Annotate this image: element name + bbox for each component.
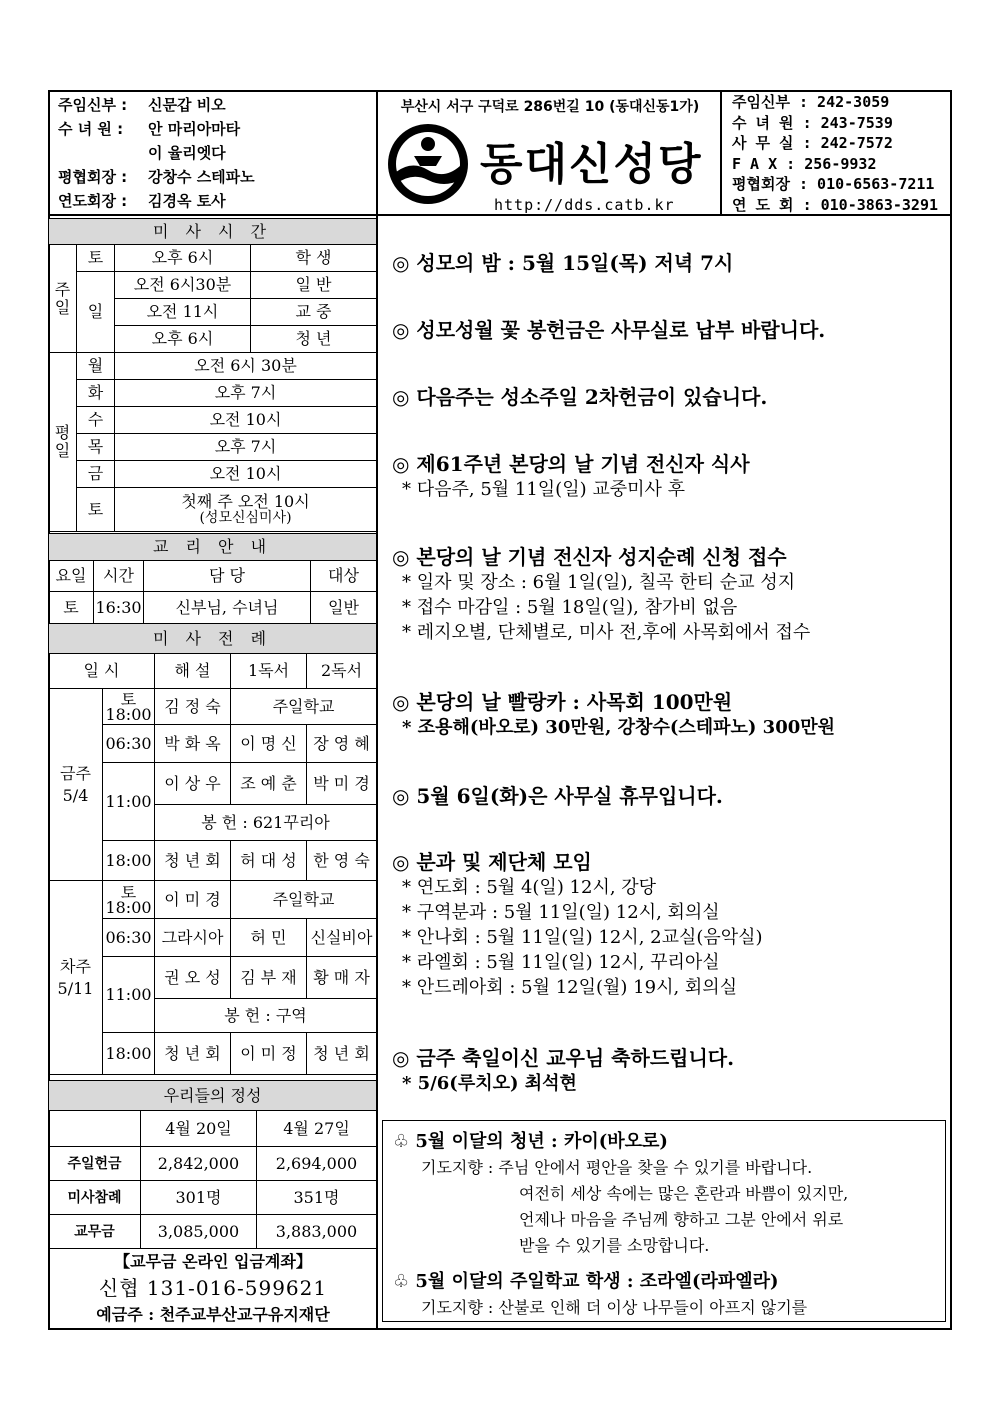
liturgy-commentator: 그라시아 [155,919,231,957]
catechism-header: 대상 [311,561,377,592]
liturgy-time [103,881,155,919]
mass-day: 금 [77,461,115,488]
week-date: 5/4 [62,785,89,805]
announcement-detail: * 구역분과 : 5월 11일(일) 12시, 회의실 [402,902,720,923]
liturgy-title: 미 사 전 례 [49,624,377,654]
announcement [392,849,763,1000]
liturgy-commentator: 청 년 회 [155,1033,231,1075]
liturgy-reader: 조 예 춘 [231,763,307,805]
announcement [392,384,767,410]
catechism-header: 시간 [94,561,144,592]
mass-time: 오전 11시 [115,299,251,326]
clergy-label: 주임신부 : [58,96,128,114]
liturgy-time: 18:00 [103,841,155,881]
mass-day: 토 [77,488,115,532]
clergy-value: 강창수 스테파노 [148,168,255,186]
liturgy-commentator: 이 미 경 [155,881,231,919]
announcement-title: ◎ 성모성월 꽃 봉헌금은 사무실로 납부 바랍니다. [392,318,826,342]
announcement-detail: * 안나회 : 5월 11일(일) 12시, 2교실(음악실) [402,927,763,948]
mass-time: 오후 6시 [115,245,251,272]
announcement-title: ◎ 다음주는 성소주일 2차헌금이 있습니다. [392,385,768,409]
liturgy-commentator: 박 화 옥 [155,725,231,763]
clergy-row [58,189,255,213]
liturgy-header: 해 설 [155,654,231,689]
clergy-value: 김경옥 토사 [148,192,226,210]
offerings-date: 4월 27일 [257,1111,377,1147]
liturgy-offering: 봉 헌 : 621꾸리아 [155,805,377,841]
youth-prayer: 받을 수 있기를 소망합니다. [519,1236,710,1255]
week-name: 금주 [60,763,91,783]
announcement-detail: * 조용해(바오로) 30만원, 강창수(스테파노) 300만원 [402,717,836,738]
contact-row: 연 도 회 : 010-3863-3291 [732,195,939,214]
student-prayer: 기도지향 : 산불로 인해 더 이상 나무들이 아프지 않기를 [421,1298,808,1317]
announcement [392,451,750,502]
clergy-label: 연도회장 : [58,192,128,210]
announcement-detail: * 연도회 : 5월 4(일) 12시, 강당 [402,877,657,898]
liturgy-reader: 박 미 경 [307,763,377,805]
catechism-title: 교 리 안 내 [49,534,377,561]
offerings-value: 2,694,000 [257,1147,377,1181]
catechism-cell: 토 [49,592,94,624]
liturgy-time: 11:00 [103,763,155,841]
mass-day: 목 [77,434,115,461]
announcement-title: ◎ 성모의 밤 : 5월 15일(목) 저녁 7시 [392,251,734,275]
mass-time: 오전 6시30분 [115,272,251,299]
announcement-detail: * 5/6(루치오) 최석현 [402,1073,577,1094]
liturgy-header: 1독서 [231,654,307,689]
announcement-title: ◎ 본당의 날 빨랑카 : 사목회 100만원 [392,690,733,714]
liturgy-day: 토 [120,882,137,902]
offerings-label: 주일헌금 [49,1147,141,1181]
liturgy-time: 06:30 [103,919,155,957]
contact-row: 수 녀 원 : 243-7539 [732,113,893,132]
header-divider-2 [720,90,722,215]
offerings-label: 교무금 [49,1215,141,1249]
announcement [392,1045,734,1096]
clergy-value: 이 율리엣다 [148,144,226,162]
clergy-info [58,93,255,213]
church-name: 동대신성당 [480,139,703,190]
mass-time: 오전 10시 [115,407,377,434]
liturgy-reader: 청 년 회 [307,1033,377,1075]
liturgy-reader: 이 명 신 [231,725,307,763]
account-number: 신협 131-016-599621 [98,1276,328,1300]
clergy-label: 평협회장 : [58,168,128,186]
announcement-detail: * 라엘회 : 5월 11일(일) 12시, 꾸리아실 [402,952,720,973]
offerings-header-blank [49,1111,141,1147]
offerings-title: 우리들의 정성 [49,1081,377,1111]
clergy-row [58,165,255,189]
catechism-cell: 신부님, 수녀님 [144,592,311,624]
mass-target: 일 반 [251,272,377,299]
offerings-value: 3,883,000 [257,1215,377,1249]
liturgy-time: 11:00 [103,957,155,1033]
clergy-value: 안 마리아마타 [148,120,241,138]
announcement [392,250,733,276]
liturgy-reader: 김 부 재 [231,957,307,999]
liturgy-commentator: 이 상 우 [155,763,231,805]
account-holder: 예금주 : 천주교부산교구유지재단 [96,1305,330,1324]
liturgy-commentator: 김 정 숙 [155,689,231,725]
liturgy-time [103,689,155,725]
liturgy-reader: 장 영 혜 [307,725,377,763]
announcement [392,317,825,343]
announcement-title: ◎ 5월 6일(화)은 사무실 휴무입니다. [392,784,723,808]
liturgy-reader: 황 매 자 [307,957,377,999]
mass-time: 오후 7시 [115,380,377,407]
liturgy-time: 06:30 [103,725,155,763]
liturgy-commentator: 권 오 성 [155,957,231,999]
announcement-detail: * 일자 및 장소 : 6월 1일(일), 칠곡 한티 순교 성지 [402,572,796,593]
offerings-value: 351명 [257,1181,377,1215]
week-date: 5/11 [57,978,94,998]
contact-row: 주임신부 : 242-3059 [732,93,890,111]
announcement-detail: * 접수 마감일 : 5월 18일(일), 참가비 없음 [402,597,738,618]
liturgy-reader: 주일학교 [231,689,377,725]
mass-day: 일 [77,272,115,353]
offerings-table [48,1080,377,1249]
mass-day: 화 [77,380,115,407]
contact-row: F A X : 256-9932 [732,154,877,173]
mass-times-table [48,218,377,532]
monthly-box [382,1120,946,1322]
announcement [392,544,810,645]
mass-times-title: 미 사 시 간 [49,219,377,245]
catechism-table [48,533,377,624]
announcement-title: ◎ 본당의 날 기념 전신자 성지순례 신청 접수 [392,545,787,569]
week-label [49,689,103,881]
liturgy-reader: 허 민 [231,919,307,957]
liturgy-reader: 주일학교 [231,881,377,919]
announcement-detail: * 다음주, 5월 11일(일) 교중미사 후 [402,479,685,500]
header-divider-1 [376,90,378,215]
mass-target: 교 중 [251,299,377,326]
mass-target: 학 생 [251,245,377,272]
liturgy-table [48,623,377,1075]
mass-time: 오전 6시 30분 [115,353,377,380]
mass-time-saturday [115,488,377,532]
liturgy-commentator: 청 년 회 [155,841,231,881]
student-title: ♧ 5월 이달의 주일학교 학생 : 조라엘(라파엘라) [393,1271,779,1292]
church-url[interactable]: http://dds.catb.kr [494,196,675,214]
catechism-cell: 16:30 [94,592,144,624]
mass-note: (성모신심미사) [199,509,292,526]
offerings-value: 301명 [141,1181,257,1215]
announcement-detail: * 안드레아회 : 5월 12일(월) 19시, 회의실 [402,977,738,998]
announcement [392,689,835,740]
youth-prayer: 여전히 세상 속에는 많은 혼란과 바쁨이 있지만, [519,1184,849,1203]
week-label [49,881,103,1075]
announcement-title: ◎ 금주 축일이신 교우님 축하드립니다. [392,1046,735,1070]
announcement [392,783,723,809]
youth-prayer: 언제나 마음을 주님께 향하고 그분 안에서 위로 [519,1210,844,1229]
liturgy-header: 2독서 [307,654,377,689]
liturgy-offering: 봉 헌 : 구역 [155,999,377,1033]
offerings-value: 2,842,000 [141,1147,257,1181]
announcement-detail: * 레지오별, 단체별로, 미사 전,후에 사목회에서 접수 [402,622,811,643]
catechism-cell: 일반 [311,592,377,624]
offerings-value: 3,085,000 [141,1215,257,1249]
week-name: 차주 [60,956,91,976]
liturgy-reader: 신실비아 [307,919,377,957]
liturgy-header: 일 시 [49,654,155,689]
contact-row: 사 무 실 : 242-7572 [732,134,893,152]
mass-time: 오전 10시 [115,461,377,488]
liturgy-reader: 허 대 성 [231,841,307,881]
liturgy-day: 토 [120,689,137,709]
offerings-date: 4월 20일 [141,1111,257,1147]
catechism-header: 요일 [49,561,94,592]
mass-day: 토 [77,245,115,272]
clergy-row [58,93,255,117]
announcement-title: ◎ 제61주년 본당의 날 기념 전신자 식사 [392,452,750,476]
account-info [50,1250,376,1328]
liturgy-time-value: 18:00 [105,704,152,724]
contact-info [732,92,938,215]
clergy-label: 수 녀 원 : [58,120,124,138]
offerings-label: 미사참례 [49,1181,141,1215]
catechism-header: 담 당 [144,561,311,592]
youth-title: ♧ 5월 이달의 청년 : 카이(바오로) [393,1131,668,1152]
address: 부산시 서구 구덕로 286번길 10 (동대신동1가) [400,99,700,115]
mass-time: 오후 7시 [115,434,377,461]
announcement-title: ◎ 분과 및 제단체 모임 [392,850,592,874]
mass-day: 수 [77,407,115,434]
weekday-label: 평일 [49,353,77,532]
liturgy-reader: 이 미 정 [231,1033,307,1075]
clergy-row [58,117,255,141]
sunday-label: 주일 [49,245,77,353]
mass-target: 청 년 [251,326,377,353]
liturgy-time-value: 18:00 [105,897,152,917]
mass-day: 월 [77,353,115,380]
liturgy-time: 18:00 [103,1033,155,1075]
church-logo-icon [386,122,470,206]
youth-prayer: 기도지향 : 주님 안에서 평안을 찾을 수 있기를 바랍니다. [421,1158,813,1177]
account-title: 【교무금 온라인 입금계좌】 [114,1252,312,1271]
clergy-row [58,141,255,165]
mass-time: 첫째 주 오전 10시 [181,491,310,511]
mass-time: 오후 6시 [115,326,251,353]
clergy-value: 신문갑 비오 [148,96,226,114]
liturgy-reader: 한 영 숙 [307,841,377,881]
contact-row: 평협회장 : 010-6563-7211 [732,175,935,193]
